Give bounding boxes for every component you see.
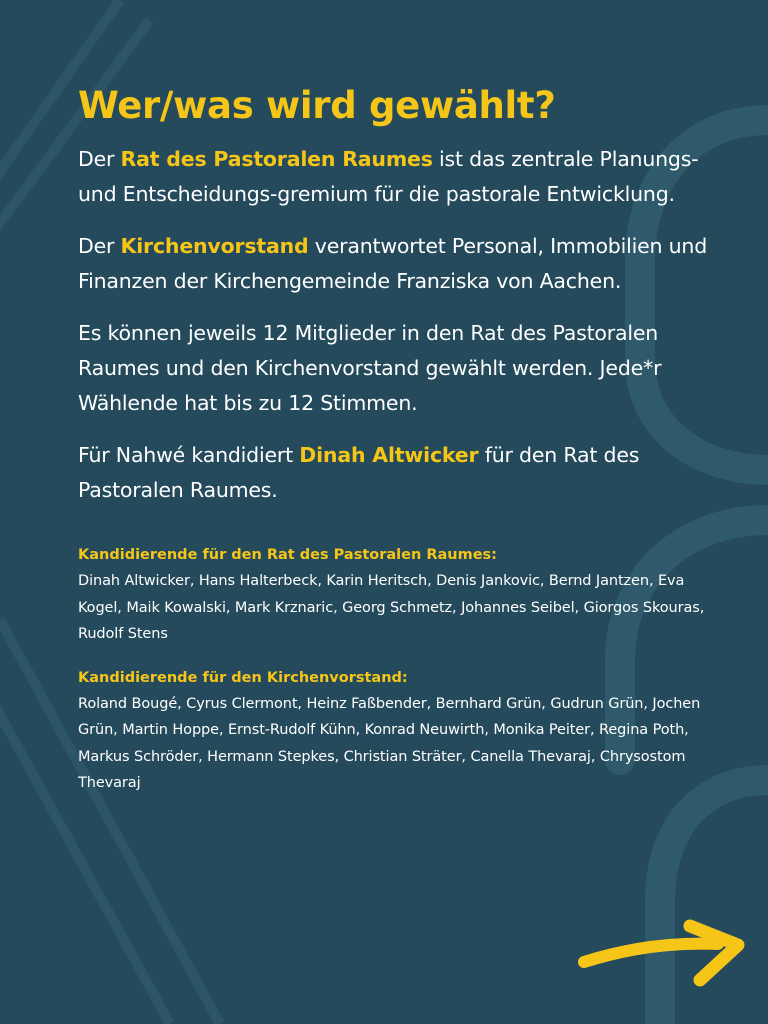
kirchenvorstand-candidates-heading: Kandidierende für den Kirchenvorstand: xyxy=(78,669,408,686)
paragraph-kirchenvorstand xyxy=(78,229,718,299)
kirchenvorstand-candidates-list: Roland Bougé, Cyrus Clermont, Heinz Faßbender, Bernhard Grün, Gudrun Grün, Jochen Grün, Martin Hoppe, Ernst-Rudolf Kühn, Konrad Neuwirth, Monika Peiter, Regina Poth, Markus Schröder, Hermann Stepkes, Christian Sträter, Canella Thevaraj, Chrysostom Thevaraj xyxy=(78,695,701,791)
rat-candidates-list: Dinah Altwicker, Hans Halterbeck, Karin Heritsch, Denis Jankovic, Bernd Jantzen, Eva Kogel, Maik Kowalski, Mark Krznaric, Georg Schmetz, Johannes Seibel, Giorgos Skouras, Rudolf Stens xyxy=(78,573,705,642)
page-title: Wer/was wird gewählt? xyxy=(78,84,556,127)
highlight-candidate: Dinah Altwicker xyxy=(299,443,479,467)
highlight-rat: Rat des Pastoralen Raumes xyxy=(120,147,433,171)
paragraph-text: für den Rat des Pastoralen Raumes. xyxy=(78,443,640,502)
paragraph-text: verantwortet Personal, Immobilien und Finanzen der Kirchengemeinde Franziska von Aachen. xyxy=(78,234,708,293)
main-content xyxy=(78,82,718,797)
arrow-right-icon xyxy=(578,918,748,990)
paragraph-text: Für Nahwé kandidiert xyxy=(78,443,300,467)
paragraph-candidate xyxy=(78,438,718,508)
highlight-kirchenvorstand: Kirchenvorstand xyxy=(120,234,309,258)
paragraph-text: ist das zentrale Planungs- und Entscheidungs-gremium für die pastorale Entwicklung. xyxy=(78,147,699,206)
paragraph-rat xyxy=(78,142,718,212)
paragraph-text: Der xyxy=(78,234,121,258)
paragraph-members: Es können jeweils 12 Mitglieder in den Rat des Pastoralen Raumes und den Kirchenvorstand gewählt werden. Jede*r Wählende hat bis zu 12 Stimmen. xyxy=(78,321,662,415)
paragraph-text: Der xyxy=(78,147,121,171)
rat-candidates-heading: Kandidierende für den Rat des Pastoralen Raumes: xyxy=(78,547,497,563)
